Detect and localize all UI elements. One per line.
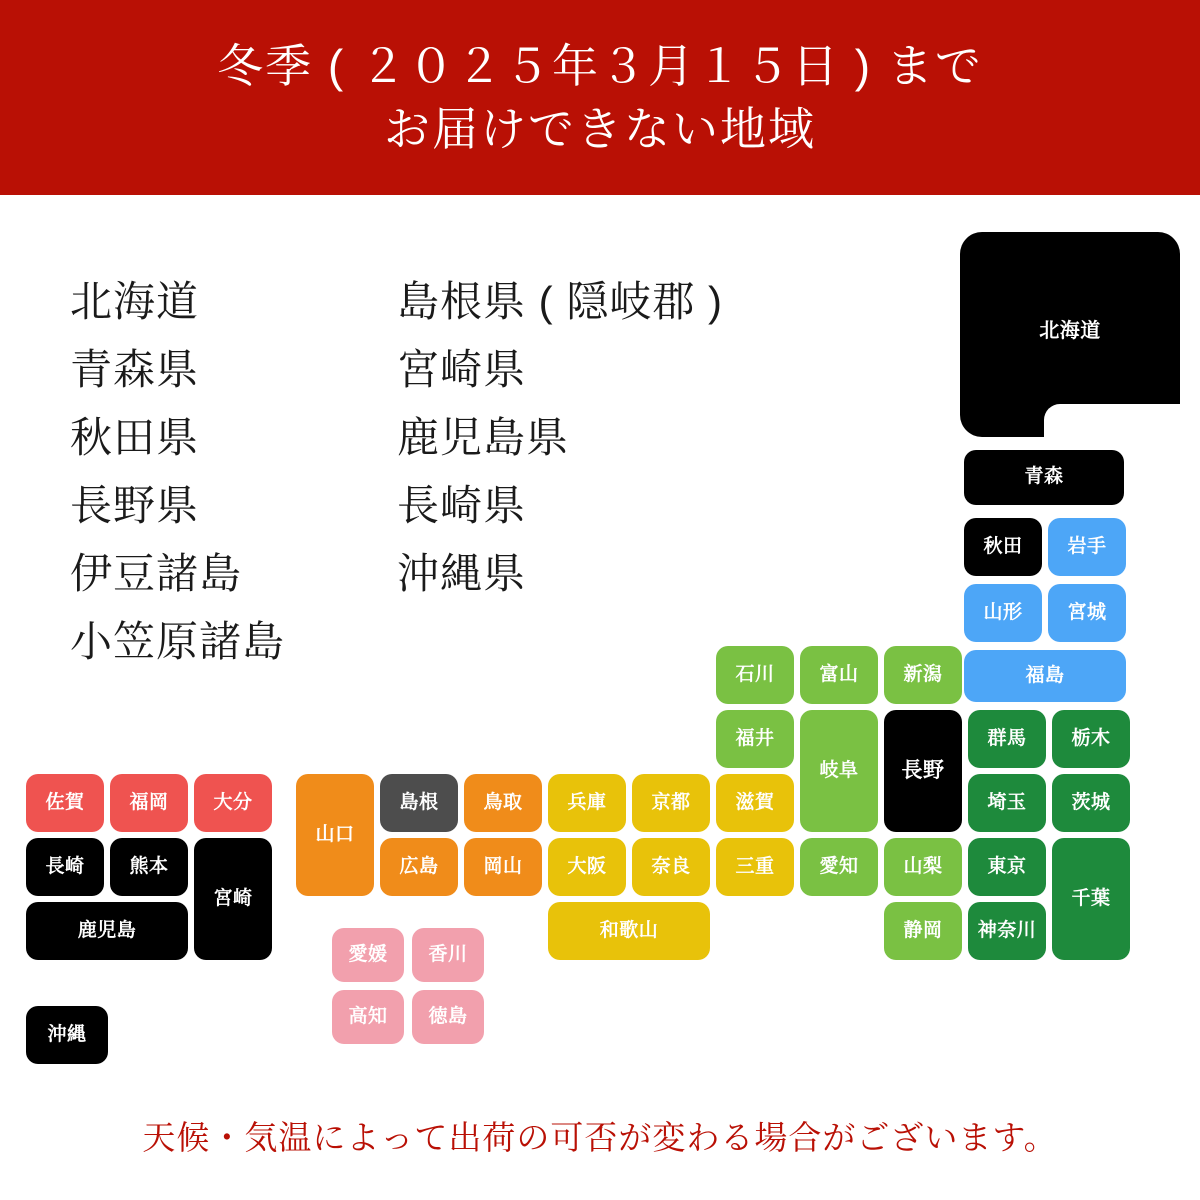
prefecture-tile: 山口 (296, 774, 374, 896)
prefecture-tile: 奈良 (632, 838, 710, 896)
prefecture-tile: 京都 (632, 774, 710, 832)
prefecture-tile: 栃木 (1052, 710, 1130, 768)
prefecture-tile: 和歌山 (548, 902, 710, 960)
prefecture-tile: 徳島 (412, 990, 484, 1044)
prefecture-tile: 山梨 (884, 838, 962, 896)
prefecture-tile: 山形 (964, 584, 1042, 642)
list-item: 小笠原諸島 (70, 618, 286, 666)
prefecture-tile: 岐阜 (800, 710, 878, 832)
prefecture-tile: 北海道 (960, 232, 1180, 437)
prefecture-tile: 静岡 (884, 902, 962, 960)
prefecture-tile: 大分 (194, 774, 272, 832)
banner-title-line-2: お届けできない地域 (384, 102, 816, 155)
footer-note: 天候・気温によって出荷の可否が変わる場合がございます。 (142, 1119, 1058, 1156)
prefecture-tile: 宮崎 (194, 838, 272, 960)
prefecture-tile: 東京 (968, 838, 1046, 896)
prefecture-tile: 茨城 (1052, 774, 1130, 832)
prefecture-tile: 埼玉 (968, 774, 1046, 832)
prefecture-tile: 大阪 (548, 838, 626, 896)
prefecture-tile: 広島 (380, 838, 458, 896)
list-item: 長野県 (70, 482, 200, 530)
prefecture-tile: 秋田 (964, 518, 1042, 576)
hokkaido-notch (1044, 404, 1180, 438)
list-item: 長崎県 (397, 482, 527, 530)
prefecture-tile: 岩手 (1048, 518, 1126, 576)
list-item: 秋田県 (70, 414, 200, 462)
prefecture-tile: 石川 (716, 646, 794, 704)
prefecture-tile: 神奈川 (968, 902, 1046, 960)
prefecture-tile: 香川 (412, 928, 484, 982)
prefecture-tile: 沖縄 (26, 1006, 108, 1064)
prefecture-tile: 新潟 (884, 646, 962, 704)
prefecture-tile: 鹿児島 (26, 902, 188, 960)
list-item: 青森県 (70, 346, 200, 394)
prefecture-tile: 福島 (964, 650, 1126, 702)
prefecture-tile: 長崎 (26, 838, 104, 896)
prefecture-tile: 佐賀 (26, 774, 104, 832)
prefecture-tile: 青森 (964, 450, 1124, 505)
prefecture-tile: 鳥取 (464, 774, 542, 832)
prefecture-tile: 三重 (716, 838, 794, 896)
prefecture-tile: 島根 (380, 774, 458, 832)
prefecture-tile: 長野 (884, 710, 962, 832)
prefecture-tile: 愛媛 (332, 928, 404, 982)
prefecture-tile: 群馬 (968, 710, 1046, 768)
prefecture-tile: 岡山 (464, 838, 542, 896)
list-item: 沖縄県 (397, 550, 527, 598)
list-item: 宮崎県 (397, 346, 527, 394)
list-item: 鹿児島県 (397, 414, 570, 462)
prefecture-tile: 福岡 (110, 774, 188, 832)
prefecture-tile: 宮城 (1048, 584, 1126, 642)
prefecture-tile: 愛知 (800, 838, 878, 896)
prefecture-tile: 高知 (332, 990, 404, 1044)
prefecture-tile: 兵庫 (548, 774, 626, 832)
prefecture-tile: 滋賀 (716, 774, 794, 832)
prefecture-tile: 富山 (800, 646, 878, 704)
list-item: 島根県 ( 隠岐郡 ) (397, 278, 723, 325)
banner-title-line-1: 冬季 ( ２０２５年３月１５日 ) まで (217, 40, 983, 93)
list-item: 北海道 (70, 278, 200, 325)
prefecture-tile: 熊本 (110, 838, 188, 896)
prefecture-tile: 千葉 (1052, 838, 1130, 960)
prefecture-tile: 福井 (716, 710, 794, 768)
list-item: 伊豆諸島 (70, 550, 243, 598)
